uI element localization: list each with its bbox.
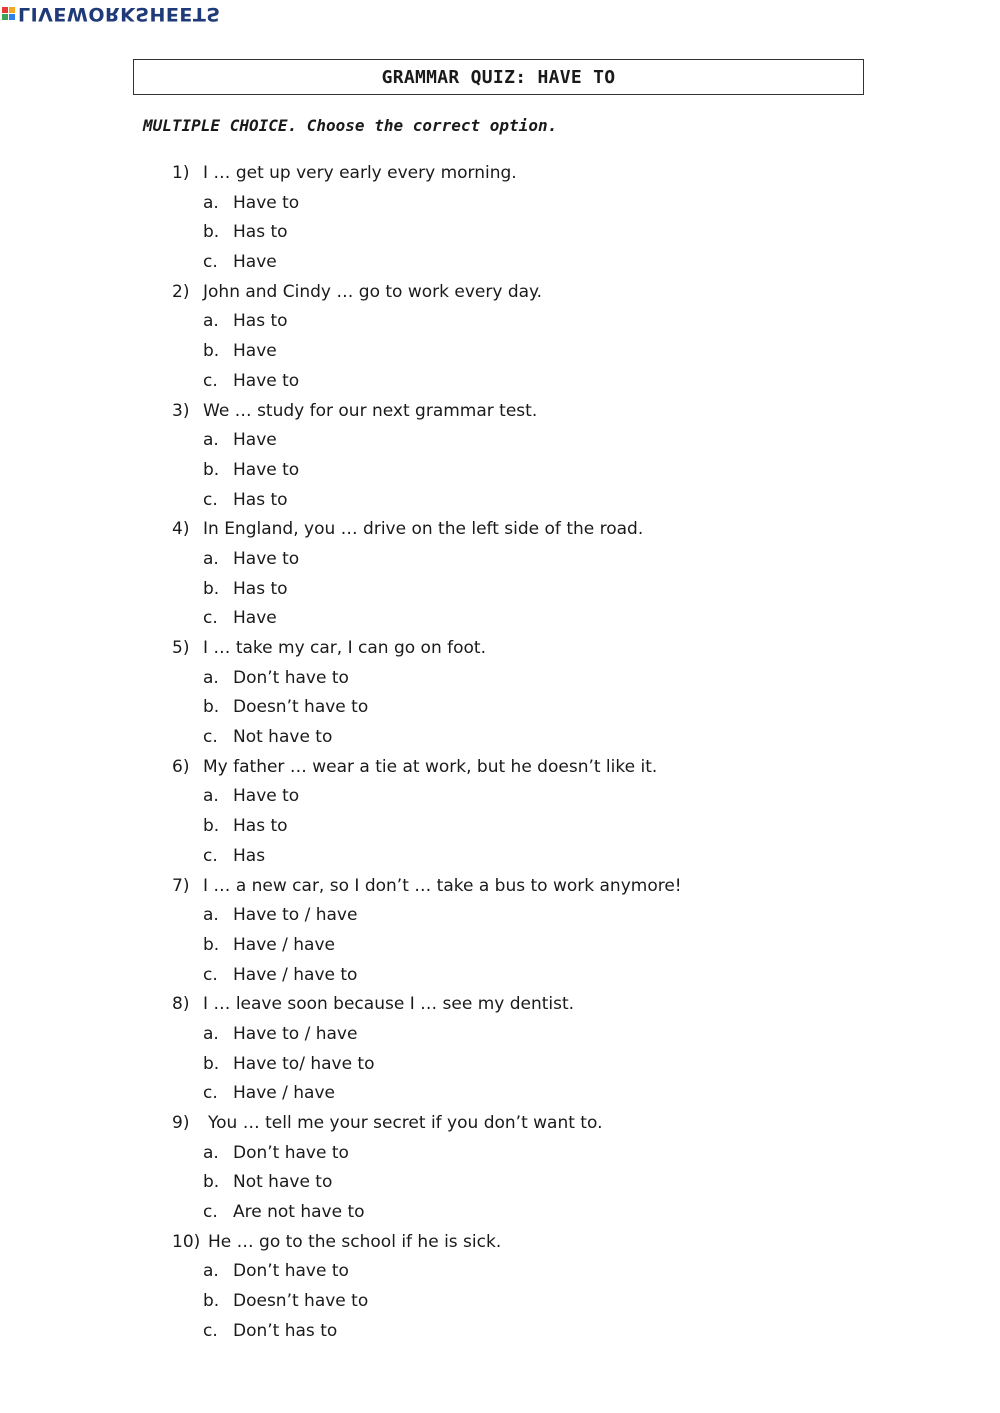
answer-option[interactable] xyxy=(0,842,1000,872)
option-letter: b. xyxy=(203,1291,220,1312)
question-number: 5) xyxy=(172,638,190,658)
answer-option[interactable] xyxy=(0,1020,1000,1050)
answer-option[interactable] xyxy=(0,189,1000,219)
question-number: 6) xyxy=(172,756,190,777)
answer-option[interactable] xyxy=(0,1139,1000,1169)
question-text: I … a new car, so I don’t … take a bus to work anymore! xyxy=(203,875,682,896)
question-number: 7) xyxy=(172,875,190,896)
option-letter: c. xyxy=(203,608,218,629)
option-letter: a. xyxy=(203,192,219,213)
answer-option[interactable] xyxy=(0,307,1000,337)
logo-blocks-icon xyxy=(2,7,15,20)
option-text: Doesn’t have to xyxy=(233,1291,369,1312)
option-letter: a. xyxy=(203,1023,219,1044)
question-number: 8) xyxy=(172,994,190,1015)
quiz-title: GRAMMAR QUIZ: HAVE TO xyxy=(133,59,864,95)
option-letter: b. xyxy=(203,222,220,243)
option-text: Have to xyxy=(233,548,300,569)
answer-option[interactable] xyxy=(0,693,1000,723)
option-letter: b. xyxy=(203,816,220,837)
option-text: Not have to xyxy=(233,727,333,748)
option-text: Has to xyxy=(233,311,288,332)
option-text: Not have to xyxy=(233,1172,333,1193)
option-letter: b. xyxy=(203,341,220,362)
option-text: Has xyxy=(233,845,266,866)
option-text: Have xyxy=(233,252,277,273)
answer-option[interactable] xyxy=(0,1257,1000,1287)
option-text: Have xyxy=(233,430,277,451)
option-letter: c. xyxy=(203,727,218,748)
answer-option[interactable] xyxy=(0,1079,1000,1109)
option-letter: c. xyxy=(203,489,218,510)
option-text: Have to xyxy=(233,370,300,391)
answer-option[interactable] xyxy=(0,1168,1000,1198)
question-4 xyxy=(0,515,1000,545)
option-letter: a. xyxy=(203,1142,219,1163)
answer-option[interactable] xyxy=(0,664,1000,694)
answer-option[interactable] xyxy=(0,812,1000,842)
option-letter: c. xyxy=(203,964,218,985)
question-6 xyxy=(0,753,1000,783)
answer-option[interactable] xyxy=(0,218,1000,248)
option-letter: c. xyxy=(203,845,218,866)
option-letter: c. xyxy=(203,1320,218,1341)
option-letter: b. xyxy=(203,1172,220,1193)
option-letter: c. xyxy=(203,1083,218,1104)
answer-option[interactable] xyxy=(0,1050,1000,1080)
option-text: Have to xyxy=(233,786,300,807)
option-text: Have to/ have to xyxy=(233,1053,375,1074)
option-letter: b. xyxy=(203,459,220,480)
question-text: In England, you … drive on the left side of the road. xyxy=(203,519,644,540)
question-8 xyxy=(0,990,1000,1020)
option-letter: a. xyxy=(203,430,219,451)
question-9 xyxy=(0,1109,1000,1139)
answer-option[interactable] xyxy=(0,367,1000,397)
answer-option[interactable] xyxy=(0,604,1000,634)
answer-option[interactable] xyxy=(0,931,1000,961)
option-text: Doesn’t have to xyxy=(233,697,369,718)
option-letter: b. xyxy=(203,1053,220,1074)
question-text: John and Cindy … go to work every day. xyxy=(203,281,543,302)
logo-block xyxy=(9,7,15,13)
question-text: We … study for our next grammar test. xyxy=(203,400,538,421)
option-letter: c. xyxy=(203,370,218,391)
answer-option[interactable] xyxy=(0,426,1000,456)
answer-option[interactable] xyxy=(0,1198,1000,1228)
option-letter: a. xyxy=(203,905,219,926)
question-10 xyxy=(0,1228,1000,1258)
option-text: Has to xyxy=(233,816,288,837)
answer-option[interactable] xyxy=(0,486,1000,516)
question-list xyxy=(0,159,1000,1347)
liveworksheets-logo xyxy=(2,2,221,24)
option-text: Don’t have to xyxy=(233,667,349,688)
option-text: Have xyxy=(233,341,277,362)
option-letter: a. xyxy=(203,786,219,807)
question-7 xyxy=(0,872,1000,902)
option-text: Don’t have to xyxy=(233,1261,349,1282)
option-text: Have to xyxy=(233,459,300,480)
option-text: Don’t have to xyxy=(233,1142,349,1163)
option-text: Have to xyxy=(233,192,300,213)
option-text: Are not have to xyxy=(233,1202,365,1223)
option-text: Have to / have xyxy=(233,1023,358,1044)
option-letter: a. xyxy=(203,667,219,688)
option-text: Have to / have xyxy=(233,905,358,926)
answer-option[interactable] xyxy=(0,337,1000,367)
option-letter: b. xyxy=(203,697,220,718)
question-text: You … tell me your secret if you don’t want to. xyxy=(208,1113,603,1133)
question-text: I … get up very early every morning. xyxy=(203,163,517,183)
option-letter: c. xyxy=(203,252,218,273)
instructions: MULTIPLE CHOICE. Choose the correct option. xyxy=(143,116,558,135)
question-text: He … go to the school if he is sick. xyxy=(208,1231,502,1252)
option-text: Has to xyxy=(233,578,288,599)
question-5 xyxy=(0,634,1000,664)
option-letter: a. xyxy=(203,548,219,569)
answer-option[interactable] xyxy=(0,901,1000,931)
question-number: 10) xyxy=(172,1231,201,1252)
option-letter: c. xyxy=(203,1202,218,1223)
answer-option[interactable] xyxy=(0,545,1000,575)
answer-option[interactable] xyxy=(0,1317,1000,1347)
logo-block xyxy=(2,7,8,13)
option-text: Have / have to xyxy=(233,964,358,985)
logo-block xyxy=(2,14,8,20)
option-text: Has to xyxy=(233,222,288,243)
answer-option[interactable] xyxy=(0,723,1000,753)
question-number: 9) xyxy=(172,1113,190,1133)
option-letter: a. xyxy=(203,311,219,332)
question-number: 1) xyxy=(172,163,190,183)
option-letter: b. xyxy=(203,578,220,599)
answer-option[interactable] xyxy=(0,456,1000,486)
question-3 xyxy=(0,397,1000,427)
option-text: Has to xyxy=(233,489,288,510)
question-text: My father … wear a tie at work, but he doesn’t like it. xyxy=(203,756,658,777)
logo-block xyxy=(9,14,15,20)
option-letter: a. xyxy=(203,1261,219,1282)
answer-option[interactable] xyxy=(0,575,1000,605)
question-1 xyxy=(0,159,1000,189)
answer-option[interactable] xyxy=(0,961,1000,991)
answer-option[interactable] xyxy=(0,248,1000,278)
option-text: Don’t has to xyxy=(233,1320,338,1341)
question-text: I … leave soon because I … see my dentist. xyxy=(203,994,575,1015)
question-number: 3) xyxy=(172,400,190,421)
option-letter: b. xyxy=(203,934,220,955)
option-text: Have xyxy=(233,608,277,629)
logo-text: LIVEWORKSHEETS xyxy=(18,2,221,25)
option-text: Have / have xyxy=(233,1083,335,1104)
option-text: Have / have xyxy=(233,934,335,955)
answer-option[interactable] xyxy=(0,1287,1000,1317)
question-number: 4) xyxy=(172,519,190,540)
question-number: 2) xyxy=(172,281,190,302)
answer-option[interactable] xyxy=(0,782,1000,812)
question-2 xyxy=(0,278,1000,308)
question-text: I … take my car, I can go on foot. xyxy=(203,638,486,658)
